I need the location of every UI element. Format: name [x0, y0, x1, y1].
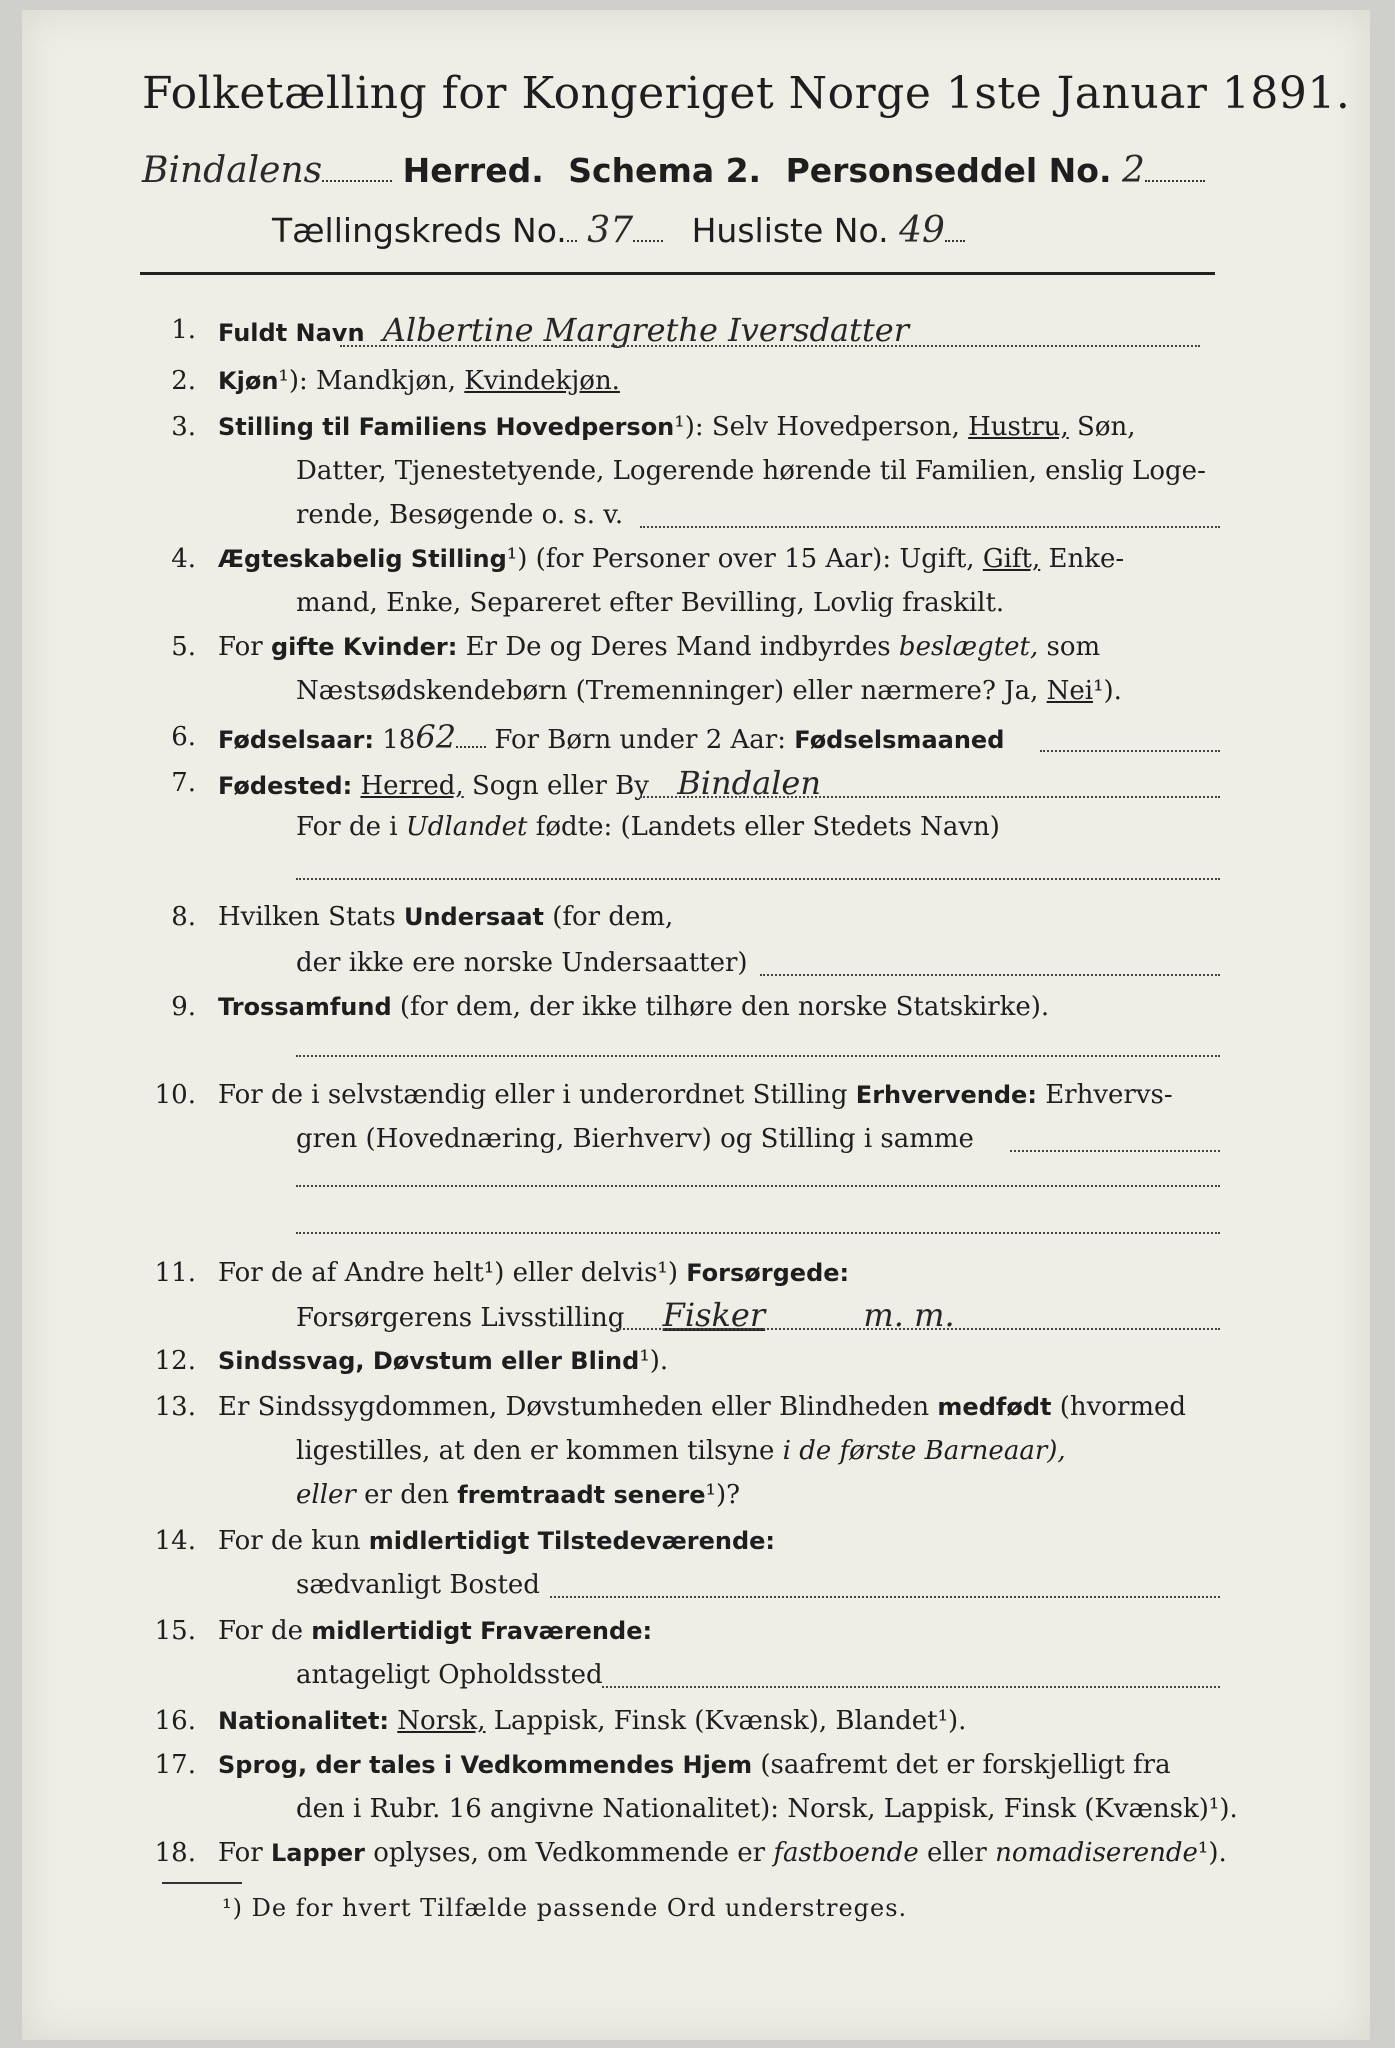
selected-option: Nei: [1046, 676, 1094, 706]
item-label: medfødt: [937, 1393, 1052, 1421]
item-label: Stilling til Familiens Hovedperson: [218, 413, 675, 441]
selected-option: Gift,: [982, 544, 1041, 574]
item-text: ¹): Selv Hovedperson,: [674, 412, 960, 442]
full-name-answer: Albertine Margrethe Iversdatter: [382, 311, 909, 349]
item-text: (hvormed: [1059, 1392, 1187, 1422]
kreds-line: [272, 210, 965, 251]
item-text: For: [218, 1838, 263, 1868]
item-text: gren (Hovednæring, Bierhverv) og Stilling i samme: [296, 1124, 974, 1154]
item-number: 12.: [154, 1346, 196, 1376]
husliste-number: 49: [899, 210, 945, 251]
item-text: der ikke ere norske Undersaatter): [296, 948, 748, 978]
item-number: 4.: [171, 544, 196, 574]
item-label: Kjøn: [218, 367, 279, 395]
item-label: Undersaat: [403, 903, 544, 931]
birth-year-answer: 62: [415, 718, 457, 756]
item-label: gifte Kvinder:: [270, 633, 458, 661]
census-form-sheet: [22, 10, 1370, 2040]
item-label: Fødested:: [218, 772, 353, 800]
item-9-blank-line: [296, 1055, 1220, 1057]
item-text: som: [1046, 632, 1101, 662]
item-text: Datter, Tjenestetyende, Logerende hørende til Familien, enslig Loge-: [296, 456, 1206, 486]
item-text: ¹).: [1197, 1838, 1227, 1868]
selected-option: Hustru,: [968, 412, 1069, 442]
item-10-blank-line-2: [296, 1232, 1220, 1234]
item-label: midlertidigt Tilstedeværende:: [368, 1527, 776, 1555]
item-text: ¹)?: [705, 1480, 741, 1510]
header-divider: [140, 272, 1215, 275]
item-10-blank-line-1: [296, 1185, 1220, 1187]
item-text: For Børn under 2 Aar:: [494, 725, 786, 755]
item-label: Trossamfund: [218, 993, 392, 1021]
husliste-label: Husliste No.: [691, 211, 889, 250]
item-text: (for dem, der ikke tilhøre den norske Statskirke).: [399, 992, 1050, 1022]
item-text: For de af Andre helt¹) eller delvis¹): [218, 1258, 678, 1288]
item-text: Erhvervs-: [1045, 1080, 1173, 1110]
item-text: Sogn eller By: [471, 771, 649, 801]
item-number: 6.: [171, 722, 196, 752]
item-text: For: [218, 632, 263, 662]
selected-option: Kvindekjøn.: [464, 366, 620, 396]
item-label: Sprog, der tales i Vedkommendes Hjem: [218, 1751, 753, 1779]
item-text: fødte: (Landets eller Stedets Navn): [535, 812, 1000, 842]
kreds-number: 37: [587, 210, 634, 251]
item-text: beslægtet,: [898, 632, 1039, 662]
item-text: fastboende: [773, 1838, 919, 1868]
item-text: Enke-: [1048, 544, 1125, 574]
item-text: 18: [382, 725, 416, 755]
item-text: ¹) (for Personer over 15 Aar): Ugift,: [506, 544, 975, 574]
selected-option: Herred,: [360, 771, 464, 801]
provider-occupation-answer-2: m. m.: [863, 1296, 955, 1334]
item-label: Fuldt Navn: [218, 319, 365, 347]
herred-label: Herred.: [402, 151, 544, 190]
personseddel-number: 2: [1122, 150, 1145, 191]
item-text: For de i selvstændig eller i underordnet Stilling: [218, 1080, 848, 1110]
item-number: 3.: [171, 412, 196, 442]
item-label: Ægteskabelig Stilling: [218, 545, 507, 573]
item-label: Nationalitet:: [218, 1707, 390, 1735]
item-number: 10.: [154, 1080, 196, 1110]
item-number: 13.: [154, 1392, 196, 1422]
item-text: rende, Besøgende o. s. v.: [296, 500, 624, 530]
item-number: 7.: [171, 768, 196, 798]
item-text: Forsørgerens Livsstilling: [296, 1303, 625, 1333]
item-number: 8.: [171, 902, 196, 932]
item-text: ligestilles, at den er kommen tilsyne: [296, 1436, 775, 1466]
item-text: oplyses, om Vedkommende er: [373, 1838, 766, 1868]
item-label: midlertidigt Fraværende:: [311, 1617, 653, 1645]
personseddel-label: Personseddel No.: [785, 151, 1112, 190]
item-text: eller: [926, 1838, 987, 1868]
schema-label: Schema 2.: [568, 151, 762, 190]
item-number: 16.: [154, 1706, 196, 1736]
item-text: er den: [364, 1480, 449, 1510]
item-text: (for dem,: [552, 902, 674, 932]
item-text: For de kun: [218, 1526, 361, 1556]
footnote-divider: [162, 1882, 242, 1884]
item-text: For de: [218, 1616, 303, 1646]
item-label: fremtraadt senere: [457, 1481, 706, 1509]
item-text: For de i: [296, 812, 398, 842]
item-text: nomadiserende: [995, 1838, 1198, 1868]
item-text: Hvilken Stats: [218, 902, 396, 932]
item-label: Fødselsmaaned: [794, 726, 1005, 754]
item-text: Udlandet: [405, 812, 528, 842]
item-text: Er Sindssygdommen, Døvstumheden eller Blindheden: [218, 1392, 930, 1422]
herred-line: [142, 150, 1205, 191]
item-text: eller: [296, 1480, 356, 1510]
item-text: sædvanligt Bosted: [296, 1570, 540, 1600]
selected-option: Norsk,: [397, 1706, 486, 1736]
item-text: mand, Enke, Separeret efter Bevilling, Lovlig fraskilt.: [296, 588, 1005, 618]
item-text: i de første Barneaar),: [782, 1436, 1066, 1466]
herred-name: Bindalens: [142, 150, 323, 191]
item-number: 9.: [171, 992, 196, 1022]
item-label: Lapper: [270, 1839, 365, 1867]
provider-occupation-answer: Fisker: [662, 1296, 766, 1334]
item-text: Næstsødskendebørn (Tremenninger) eller nærmere? Ja,: [296, 676, 1039, 706]
item-number: 14.: [154, 1526, 196, 1556]
item-number: 15.: [154, 1616, 196, 1646]
item-text: ¹): Mandkjøn,: [278, 366, 456, 396]
birthplace-answer: Bindalen: [677, 764, 821, 802]
item-text: Søn,: [1077, 412, 1136, 442]
item-label: Sindssvag, Døvstum eller Blind: [218, 1347, 640, 1375]
item-number: 18.: [154, 1838, 196, 1868]
form-title: Folketælling for Kongeriget Norge 1ste Januar 1891.: [142, 68, 1351, 119]
item-number: 11.: [154, 1258, 196, 1288]
kreds-label: Tællingskreds No.: [272, 211, 567, 250]
item-7-blank-line: [296, 878, 1220, 880]
item-number: 17.: [154, 1750, 196, 1780]
item-number: 1.: [171, 315, 196, 345]
item-text: antageligt Opholdssted: [296, 1660, 603, 1690]
item-text: Er De og Deres Mand indbyrdes: [465, 632, 891, 662]
item-text: den i Rubr. 16 angivne Nationalitet): Norsk, Lappisk, Finsk (Kvænsk)¹).: [296, 1794, 1238, 1824]
item-label: Erhvervende:: [855, 1081, 1037, 1109]
item-text: ¹).: [639, 1346, 669, 1376]
item-text: ¹).: [1093, 676, 1122, 706]
item-label: Fødselsaar:: [218, 726, 374, 754]
item-number: 5.: [171, 632, 196, 662]
item-number: 2.: [171, 366, 196, 396]
footnote: ¹) De for hvert Tilfælde passende Ord understreges.: [222, 1894, 908, 1922]
item-text: (saafremt det er forskjelligt fra: [760, 1750, 1171, 1780]
item-text: Lappisk, Finsk (Kvænsk), Blandet¹).: [493, 1706, 967, 1736]
item-label: Forsørgede:: [686, 1259, 850, 1287]
